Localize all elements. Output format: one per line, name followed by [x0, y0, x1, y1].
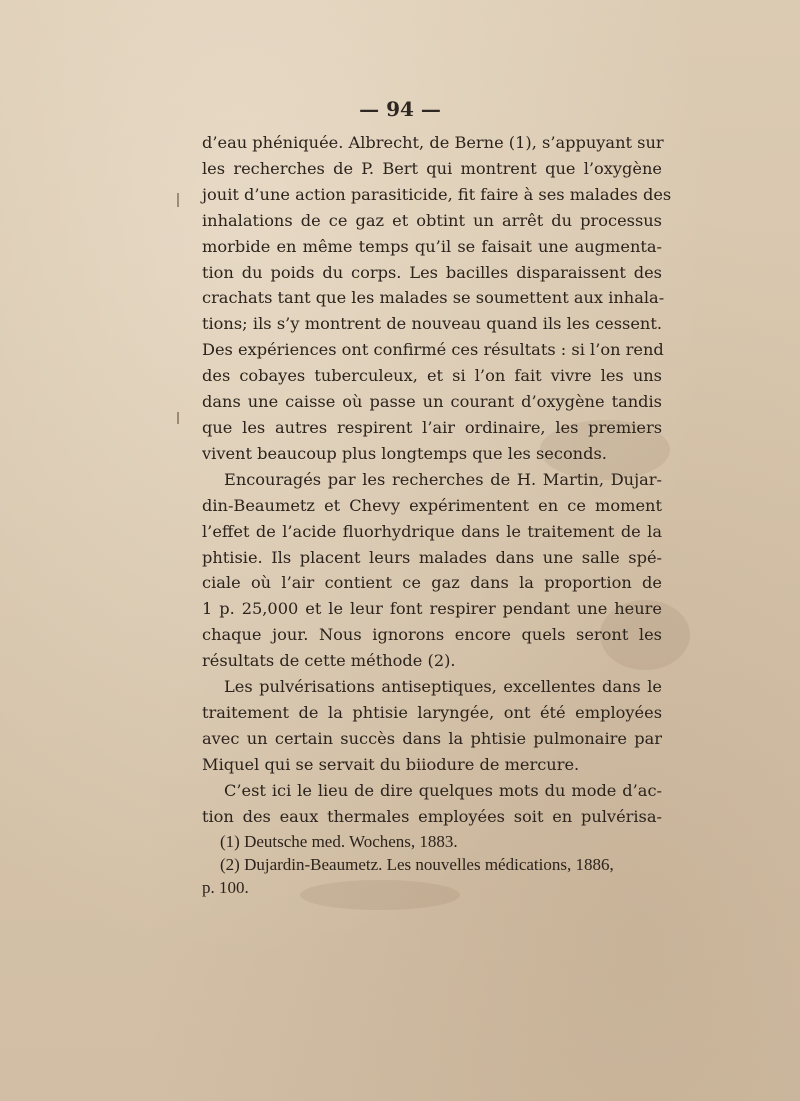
text-line: traitement de la phtisie laryngée, ont été employées [202, 702, 662, 722]
text-line: avec un certain succès dans la phtisie pulmonaire par [202, 728, 662, 748]
text-line: tions; ils s’y montrent de nouveau quand ils les cessent. [202, 314, 662, 334]
text-line: tion des eaux thermales employées soit en pulvérisa- [202, 806, 662, 826]
text-line: ciale où l’air contient ce gaz dans la proportion de [202, 573, 662, 593]
margin-mark [177, 412, 179, 424]
text-line: phtisie. Ils placent leurs malades dans une salle spé- [202, 547, 662, 567]
text-line: les recherches de P. Bert qui montrent que l’oxygène [202, 158, 662, 178]
text-line: l’effet de l’acide fluorhydrique dans le traitement de la [202, 521, 662, 541]
text-line: Des expériences ont confirmé ces résultats : si l’on rend [202, 340, 664, 360]
text-line: morbide en même temps qu’il se faisait une augmenta- [202, 236, 662, 256]
text-line: crachats tant que les malades se soumettent aux inhala- [202, 288, 665, 308]
text-line: Miquel qui se servait du biiodure de mercure. [202, 754, 580, 774]
text-line: que les autres respirent l’air ordinaire, les premiers [202, 417, 662, 437]
footnote: p. 100. [202, 878, 249, 897]
text-line: résultats de cette méthode (2). [202, 651, 456, 671]
margin-mark [177, 193, 179, 207]
footnote: (1) Deutsche med. Wochens, 1883. [220, 832, 458, 851]
page-number: — 94 — [359, 97, 441, 121]
text-line: inhalations de ce gaz et obtint un arrêt du processus [202, 210, 662, 230]
text-line: C’est ici le lieu de dire quelques mots du mode d’ac- [224, 780, 662, 800]
text-line: dans une caisse où passe un courant d’oxygène tandis [202, 392, 662, 412]
body-text [202, 130, 672, 829]
text-line: Les pulvérisations antiseptiques, excellentes dans le [224, 677, 662, 697]
text-line: vivent beaucoup plus longtemps que les seconds. [202, 443, 607, 463]
text-line: Encouragés par les recherches de H. Martin, Dujar- [224, 469, 662, 489]
footnotes [202, 830, 662, 899]
text-line: d’eau phéniquée. Albrecht, de Berne (1), s’appuyant sur [202, 133, 664, 152]
text-line: chaque jour. Nous ignorons encore quels seront les [202, 625, 662, 645]
text-line: din-Beaumetz et Chevy expérimentent en ce moment [202, 495, 662, 515]
text-line: tion du poids du corps. Les bacilles disparaissent des [202, 262, 662, 282]
text-line: jouit d’une action parasiticide, fit faire à ses malades des [202, 184, 672, 204]
footnote: (2) Dujardin-Beaumetz. Les nouvelles médications, 1886, [220, 855, 614, 874]
text-line: des cobayes tuberculeux, et si l’on fait vivre les uns [202, 366, 662, 386]
text-line: 1 p. 25,000 et le leur font respirer pendant une heure [202, 599, 662, 619]
